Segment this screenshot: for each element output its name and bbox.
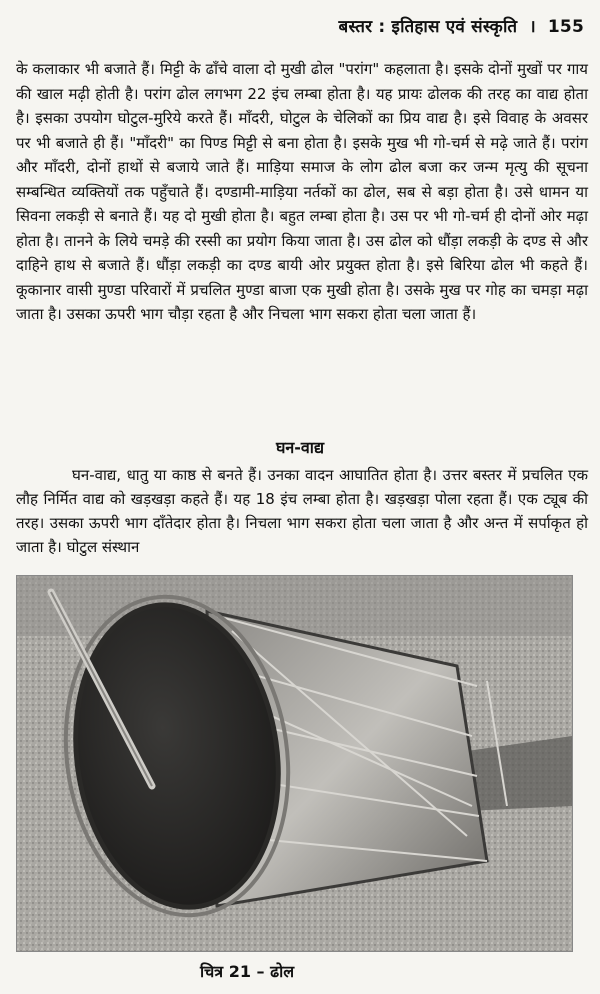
paragraph-ghan-vadya: घन-वाद्य, धातु या काष्ठ से बनते हैं। उनका वादन आघातित होता है। उत्तर बस्तर में प्रचलित एक लौह निर्मित वाद्य को खड़खड़ा कहते हैं। यह 18 इंच लम्बा होता है। खड़खड़ा पोला रहता हैं। एक ट्यूब की तरह। उसका ऊपरी भाग दाँतेदार होता है। निचला भाग सकरा होता चला जाता है और अन्त में सर्पाकृत हो जाता है। घोटुल संस्थान: [16, 466, 588, 556]
running-header: [339, 14, 584, 37]
header-separator: ।: [529, 17, 536, 37]
page-number: 155: [547, 17, 584, 37]
figure-caption: चित्र 21 – ढोल: [200, 962, 295, 981]
paragraph-drums: के कलाकार भी बजाते हैं। मिट्टी के ढाँचे वाला दो मुखी ढोल "परांग" कहलाता है। इसके दोनों मुखों पर गाय की खाल मढ़ी होती है। परांग ढोल लगभग 22 इंच लम्बा होता है। यह प्रायः ढोलक की तरह का वाद्य होता है। इसका उपयोग घोटुल-मुरिये करते हैं। माँदरी, घोटुल के चेलिकों का प्रिय वाद्य है। इसे विवाह के अवसर पर भी बजाते ही हैं। "माँदरी" का पिण्ड मिट्टी से बना होता है। इसके मुख भी गो-चर्म से मढ़े जाते हैं। परांग और माँदरी, दोनों हाथों से बजाये जाते हैं। माड़िया समाज के लोग ढोल बजा कर जन्म मृत्यु की सूचना सम्बन्धित व्यक्तियों तक पहुँचाते हैं। दण्डामी-माड़िया नर्तकों का ढोल, सब से बड़ा होता है। उसे धामन या सिवना लकड़ी से बनाते हैं। यह दो मुखी होता है। बहुत लम्बा होता है। उस पर भी गो-चर्म ही दोनों ओर मढ़ा होता है। तानने के लिये चमड़े की रस्सी का प्रयोग किया जाता है। उस ढोल को धौंड़ा लकड़ी के दण्ड से और दाहिने हाथ से बजाते हैं। धौंड़ा लकड़ी का दण्ड बायी ओर प्रयुक्त होता है। इसे बिरिया ढोल भी कहते हैं। कूकानार वासी मुण्डा परिवारों में प्रचलित मुण्डा बाजा एक मुखी होता है। उसके मुख पर गोह का चमड़ा मढ़ा जाता है। उसका ऊपरी भाग चौड़ा रहता है और निचला भाग सकरा होता चला जाता हैं।: [16, 60, 588, 323]
drum-photo: [16, 575, 573, 952]
section-heading: घन-वाद्य: [275, 438, 325, 457]
drum-illustration: [17, 576, 572, 951]
book-title: बस्तर : इतिहास एवं संस्कृति: [338, 17, 518, 37]
